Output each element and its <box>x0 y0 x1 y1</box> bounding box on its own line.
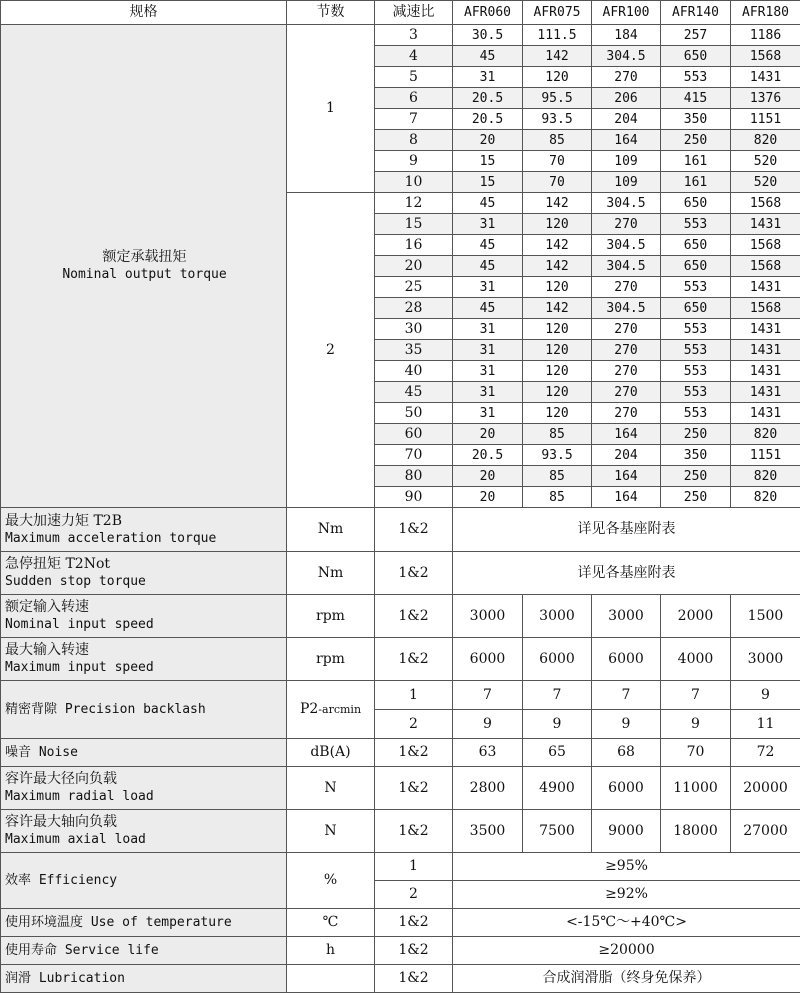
max-speed-stage: 1&2 <box>375 638 453 681</box>
accel-label: 最大加速力矩 T2B Maximum acceleration torque <box>1 508 287 552</box>
torque-value: 31 <box>453 319 523 340</box>
torque-value: 109 <box>592 172 661 193</box>
torque-value: 820 <box>731 130 800 151</box>
nom-speed-value: 3000 <box>592 595 661 638</box>
backlash-value: 9 <box>661 710 731 739</box>
torque-ratio: 4 <box>375 46 453 67</box>
spec-table-body <box>1 1 800 508</box>
torque-value: 1431 <box>731 277 800 298</box>
torque-value: 20 <box>453 487 523 508</box>
efficiency-value: ≥95% <box>453 853 800 881</box>
header-model: AFR180 <box>731 1 800 25</box>
torque-stage: 2 <box>287 193 375 508</box>
torque-value: 520 <box>731 151 800 172</box>
torque-value: 650 <box>661 235 731 256</box>
efficiency-unit: % <box>287 853 375 909</box>
torque-value: 650 <box>661 256 731 277</box>
torque-value: 304.5 <box>592 235 661 256</box>
torque-value: 120 <box>523 319 592 340</box>
torque-value: 45 <box>453 256 523 277</box>
torque-value: 304.5 <box>592 46 661 67</box>
torque-value: 820 <box>731 487 800 508</box>
torque-row <box>1 25 800 46</box>
torque-value: 1568 <box>731 235 800 256</box>
torque-value: 70 <box>523 151 592 172</box>
torque-value: 31 <box>453 340 523 361</box>
nom-speed-value: 3000 <box>453 595 523 638</box>
lubrication-row <box>1 965 800 993</box>
torque-value: 142 <box>523 298 592 319</box>
torque-value: 1376 <box>731 88 800 109</box>
nom-speed-value: 2000 <box>661 595 731 638</box>
temperature-unit: ℃ <box>287 909 375 937</box>
axial-label: 容许最大轴向负载 Maximum axial load <box>1 810 287 853</box>
torque-ratio: 90 <box>375 487 453 508</box>
accel-note: 详见各基座附表 <box>453 508 800 552</box>
torque-value: 1431 <box>731 361 800 382</box>
radial-stage: 1&2 <box>375 767 453 810</box>
torque-value: 15 <box>453 172 523 193</box>
radial-value: 11000 <box>661 767 731 810</box>
torque-ratio: 35 <box>375 340 453 361</box>
torque-ratio: 9 <box>375 151 453 172</box>
torque-value: 109 <box>592 151 661 172</box>
torque-value: 31 <box>453 67 523 88</box>
temperature-stage: 1&2 <box>375 909 453 937</box>
noise-value: 72 <box>731 739 800 767</box>
noise-label: 噪音 Noise <box>1 739 287 767</box>
torque-value: 85 <box>523 130 592 151</box>
torque-value: 553 <box>661 403 731 424</box>
noise-unit: dB(A) <box>287 739 375 767</box>
torque-value: 45 <box>453 298 523 319</box>
torque-value: 1568 <box>731 256 800 277</box>
torque-value: 553 <box>661 214 731 235</box>
header-spec: 规格 <box>1 1 287 25</box>
torque-value: 93.5 <box>523 445 592 466</box>
nom-speed-row <box>1 595 800 638</box>
torque-ratio: 30 <box>375 319 453 340</box>
torque-value: 95.5 <box>523 88 592 109</box>
torque-value: 31 <box>453 214 523 235</box>
torque-ratio: 16 <box>375 235 453 256</box>
axial-row <box>1 810 800 853</box>
torque-value: 85 <box>523 424 592 445</box>
backlash-value: 9 <box>453 710 523 739</box>
backlash-stage: 2 <box>375 710 453 739</box>
torque-value: 142 <box>523 193 592 214</box>
backlash-value: 9 <box>523 710 592 739</box>
backlash-label: 精密背隙 Precision backlash <box>1 681 287 739</box>
torque-value: 270 <box>592 361 661 382</box>
radial-value: 6000 <box>592 767 661 810</box>
noise-stage: 1&2 <box>375 739 453 767</box>
lubrication-value: 合成润滑脂（终身免保养） <box>453 965 800 993</box>
torque-value: 120 <box>523 67 592 88</box>
life-label: 使用寿命 Service life <box>1 937 287 965</box>
noise-value: 63 <box>453 739 523 767</box>
torque-value: 553 <box>661 361 731 382</box>
noise-value: 68 <box>592 739 661 767</box>
torque-value: 30.5 <box>453 25 523 46</box>
torque-value: 553 <box>661 382 731 403</box>
torque-ratio: 15 <box>375 214 453 235</box>
torque-ratio: 7 <box>375 109 453 130</box>
torque-value: 31 <box>453 361 523 382</box>
torque-value: 270 <box>592 382 661 403</box>
torque-value: 820 <box>731 424 800 445</box>
torque-value: 1431 <box>731 214 800 235</box>
torque-value: 31 <box>453 277 523 298</box>
backlash-value: 11 <box>731 710 800 739</box>
accel-row <box>1 508 800 552</box>
torque-value: 270 <box>592 319 661 340</box>
header-ratio: 减速比 <box>375 1 453 25</box>
radial-label: 容许最大径向负载 Maximum radial load <box>1 767 287 810</box>
backlash-value: 7 <box>453 681 523 710</box>
header-model: AFR075 <box>523 1 592 25</box>
backlash-value: 7 <box>661 681 731 710</box>
radial-value: 2800 <box>453 767 523 810</box>
torque-value: 184 <box>592 25 661 46</box>
torque-value: 1151 <box>731 445 800 466</box>
torque-value: 304.5 <box>592 193 661 214</box>
efficiency-row <box>1 853 800 881</box>
torque-ratio: 40 <box>375 361 453 382</box>
torque-ratio: 50 <box>375 403 453 424</box>
noise-value: 65 <box>523 739 592 767</box>
backlash-stage: 1 <box>375 681 453 710</box>
torque-value: 250 <box>661 424 731 445</box>
torque-ratio: 70 <box>375 445 453 466</box>
torque-ratio: 28 <box>375 298 453 319</box>
torque-value: 20.5 <box>453 445 523 466</box>
noise-value: 70 <box>661 739 731 767</box>
torque-value: 1431 <box>731 382 800 403</box>
torque-value: 142 <box>523 46 592 67</box>
radial-value: 4900 <box>523 767 592 810</box>
axial-value: 18000 <box>661 810 731 853</box>
estop-stage: 1&2 <box>375 552 453 595</box>
torque-value: 1431 <box>731 67 800 88</box>
nom-speed-value: 1500 <box>731 595 800 638</box>
torque-value: 250 <box>661 487 731 508</box>
torque-value: 120 <box>523 214 592 235</box>
torque-value: 204 <box>592 445 661 466</box>
max-speed-value: 3000 <box>731 638 800 681</box>
nom-speed-value: 3000 <box>523 595 592 638</box>
torque-value: 120 <box>523 277 592 298</box>
torque-value: 142 <box>523 256 592 277</box>
torque-value: 820 <box>731 466 800 487</box>
estop-unit: Nm <box>287 552 375 595</box>
radial-unit: N <box>287 767 375 810</box>
axial-value: 9000 <box>592 810 661 853</box>
torque-ratio: 6 <box>375 88 453 109</box>
torque-ratio: 3 <box>375 25 453 46</box>
life-value: ≥20000 <box>453 937 800 965</box>
torque-value: 650 <box>661 298 731 319</box>
axial-value: 3500 <box>453 810 523 853</box>
radial-row <box>1 767 800 810</box>
torque-ratio: 8 <box>375 130 453 151</box>
torque-value: 1568 <box>731 298 800 319</box>
torque-label: 额定承载扭矩 Nominal output torque <box>1 25 287 508</box>
temperature-row <box>1 909 800 937</box>
torque-value: 650 <box>661 193 731 214</box>
torque-ratio: 45 <box>375 382 453 403</box>
torque-value: 553 <box>661 340 731 361</box>
torque-value: 20 <box>453 130 523 151</box>
efficiency-stage: 2 <box>375 881 453 909</box>
torque-value: 520 <box>731 172 800 193</box>
backlash-value: 9 <box>731 681 800 710</box>
torque-value: 164 <box>592 487 661 508</box>
temperature-label: 使用环境温度 Use of temperature <box>1 909 287 937</box>
torque-value: 45 <box>453 193 523 214</box>
temperature-value: <-15℃～+40℃> <box>453 909 800 937</box>
torque-value: 164 <box>592 466 661 487</box>
estop-label: 急停扭矩 T2Not Sudden stop torque <box>1 552 287 595</box>
max-speed-value: 6000 <box>453 638 523 681</box>
torque-value: 1568 <box>731 46 800 67</box>
axial-value: 7500 <box>523 810 592 853</box>
torque-value: 85 <box>523 466 592 487</box>
torque-value: 204 <box>592 109 661 130</box>
max-speed-value: 6000 <box>592 638 661 681</box>
estop-note: 详见各基座附表 <box>453 552 800 595</box>
backlash-unit: P2-arcmin <box>287 681 375 739</box>
torque-value: 31 <box>453 382 523 403</box>
axial-unit: N <box>287 810 375 853</box>
torque-value: 1151 <box>731 109 800 130</box>
header-model: AFR060 <box>453 1 523 25</box>
lubrication-unit <box>287 965 375 993</box>
torque-stage: 1 <box>287 25 375 193</box>
torque-value: 250 <box>661 130 731 151</box>
torque-value: 20 <box>453 466 523 487</box>
torque-value: 20.5 <box>453 109 523 130</box>
max-speed-value: 6000 <box>523 638 592 681</box>
torque-value: 1568 <box>731 193 800 214</box>
axial-value: 27000 <box>731 810 800 853</box>
noise-row <box>1 739 800 767</box>
torque-value: 270 <box>592 403 661 424</box>
torque-value: 45 <box>453 235 523 256</box>
nom-speed-unit: rpm <box>287 595 375 638</box>
torque-value: 161 <box>661 151 731 172</box>
torque-value: 270 <box>592 340 661 361</box>
torque-value: 164 <box>592 130 661 151</box>
torque-ratio: 80 <box>375 466 453 487</box>
torque-value: 206 <box>592 88 661 109</box>
torque-value: 164 <box>592 424 661 445</box>
torque-value: 161 <box>661 172 731 193</box>
torque-value: 142 <box>523 235 592 256</box>
backlash-value: 9 <box>592 710 661 739</box>
backlash-value: 7 <box>592 681 661 710</box>
lubrication-stage: 1&2 <box>375 965 453 993</box>
life-unit: h <box>287 937 375 965</box>
torque-value: 20 <box>453 424 523 445</box>
torque-value: 257 <box>661 25 731 46</box>
header-row <box>1 1 800 25</box>
max-speed-value: 4000 <box>661 638 731 681</box>
torque-value: 120 <box>523 340 592 361</box>
max-speed-unit: rpm <box>287 638 375 681</box>
nom-speed-stage: 1&2 <box>375 595 453 638</box>
backlash-value: 7 <box>523 681 592 710</box>
efficiency-label: 效率 Efficiency <box>1 853 287 909</box>
torque-value: 85 <box>523 487 592 508</box>
estop-row <box>1 552 800 595</box>
torque-value: 45 <box>453 46 523 67</box>
torque-value: 350 <box>661 445 731 466</box>
torque-value: 270 <box>592 67 661 88</box>
life-stage: 1&2 <box>375 937 453 965</box>
torque-value: 1431 <box>731 340 800 361</box>
torque-value: 111.5 <box>523 25 592 46</box>
torque-value: 31 <box>453 403 523 424</box>
torque-value: 650 <box>661 46 731 67</box>
torque-value: 304.5 <box>592 298 661 319</box>
torque-value: 350 <box>661 109 731 130</box>
torque-ratio: 25 <box>375 277 453 298</box>
torque-value: 304.5 <box>592 256 661 277</box>
header-model: AFR100 <box>592 1 661 25</box>
torque-value: 415 <box>661 88 731 109</box>
torque-ratio: 5 <box>375 67 453 88</box>
torque-value: 120 <box>523 382 592 403</box>
torque-ratio: 20 <box>375 256 453 277</box>
torque-value: 270 <box>592 214 661 235</box>
torque-value: 553 <box>661 67 731 88</box>
torque-value: 20.5 <box>453 88 523 109</box>
torque-value: 1431 <box>731 403 800 424</box>
accel-stage: 1&2 <box>375 508 453 552</box>
torque-ratio: 60 <box>375 424 453 445</box>
torque-value: 250 <box>661 466 731 487</box>
torque-value: 553 <box>661 319 731 340</box>
max-speed-row <box>1 638 800 681</box>
torque-value: 1186 <box>731 25 800 46</box>
header-model: AFR140 <box>661 1 731 25</box>
torque-value: 93.5 <box>523 109 592 130</box>
lubrication-label: 润滑 Lubrication <box>1 965 287 993</box>
torque-ratio: 10 <box>375 172 453 193</box>
max-speed-label: 最大输入转速 Maximum input speed <box>1 638 287 681</box>
torque-value: 15 <box>453 151 523 172</box>
axial-stage: 1&2 <box>375 810 453 853</box>
torque-value: 120 <box>523 403 592 424</box>
spec-table-lower <box>1 508 800 993</box>
accel-unit: Nm <box>287 508 375 552</box>
torque-ratio: 12 <box>375 193 453 214</box>
radial-value: 20000 <box>731 767 800 810</box>
torque-value: 1431 <box>731 319 800 340</box>
torque-value: 70 <box>523 172 592 193</box>
efficiency-stage: 1 <box>375 853 453 881</box>
life-row <box>1 937 800 965</box>
torque-value: 120 <box>523 361 592 382</box>
nom-speed-label: 额定输入转速 Nominal input speed <box>1 595 287 638</box>
efficiency-value: ≥92% <box>453 881 800 909</box>
torque-value: 553 <box>661 277 731 298</box>
backlash-row <box>1 681 800 710</box>
torque-value: 270 <box>592 277 661 298</box>
header-stage: 节数 <box>287 1 375 25</box>
